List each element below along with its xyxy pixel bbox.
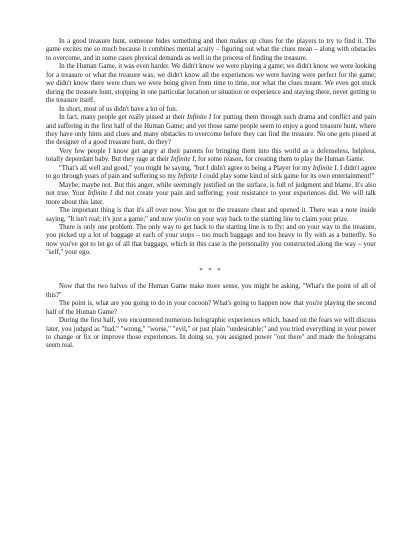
italic-term: Infinite I [312,164,337,172]
paragraph: The important thing is that it's all over now. You got to the treasure chest and opened it. There was a note inside saying, "It isn't real; it's just a game;" and now you're on your way back to the starting line to claim your prize. [46,207,376,223]
paragraph: In the Human Game, it was even harder. We didn't know we were playing a game; we didn't know we were looking for a treasure or what the treasure was; we didn't know all the experiences we were having were perfect for the game; we didn't know there were clues we were being given from time to time, nor what the clues meant. We even got stuck during the treasure hunt, stopping in one particular location or situation or experience and staying there, never getting to the treasure itself. [46,63,376,105]
paragraph: Maybe; maybe not. But this anger, while seemingly justified on the surface, is full of judgment and blame. It's also not true. Your Infinite I did not create your pain and suffering; your resistance to your experiences did. We will talk more about this later. [46,181,376,206]
body-text-bottom [46,283,376,351]
paragraph: In a good treasure hunt, someone hides something and then makes up clues for the players to try to find it. The game excites me so much because it combines mental acuity – figuring out what the clues mean – along with obstacles to overcome, and in some cases physical demands as well in the process of finding the treasure. [46,38,376,62]
italic-term: Infinite I [87,190,113,198]
italic-term: Infinite I [170,156,195,164]
paragraph: There is only one problem. The only way to get back to the starting line is to fly; and on your way to the treasure, you picked up a lot of baggage at each of your stops – too much baggage and too heavy to fly with as a butterfly. So now you've got to let go of all that baggage, which in this case is the personality you constructed along the way – your "self," your ego. [46,223,376,257]
section-separator: * * * [199,266,223,274]
paragraph: Now that the two halves of the Human Game make more sense, you might be asking, "What's the point of all of this?" [46,283,376,299]
body-text-top [46,38,376,258]
paragraph: In fact, many people get really pissed at their Infinite I for putting them through such drama and conflict and pain and suffering in the first half of the Human Game; and yet those same people seem to enjoy a good treasure hunt, where they have only hints and clues and many obstacles to overcome before they can find the treasure. No one gets pissed at the designer of a good treasure hunt, do they? [46,114,376,147]
document-page [46,38,376,351]
paragraph: Very few people I know get angry at their parents for bringing them into this world as a defenseless, helpless, totally dependant baby. But they rage at their Infinite I, for some reason, for creating them to play the Human Game. [46,147,376,164]
italic-term: Infinite I [187,114,212,122]
paragraph: The point is, what are you going to do in your cocoon? What's going to happen now that you're playing the second half of the Human Game? [46,300,376,316]
paragraph: "That's all well and good," you might be saying, "but I didn't agree to being a Player for my Infinite I. I didn't agree to go through years of pain and suffering so my Infinite I could play some kind of sick game for its own entertainment!" [46,164,376,181]
italic-term: Infinite I [177,173,202,181]
paragraph: In short, most of us didn't have a lot of fun. [59,105,178,113]
paragraph: During the first half, you encountered numerous holographic experiences which, based on the fears we will discuss later, you judged as "bad," "wrong," "worse," "evil," or just plain "undesirable;" and you tried everything in your power to change or fix or improve those experiences. In doing so, you assigned power "out there" and made the holograms seem real. [46,317,376,350]
